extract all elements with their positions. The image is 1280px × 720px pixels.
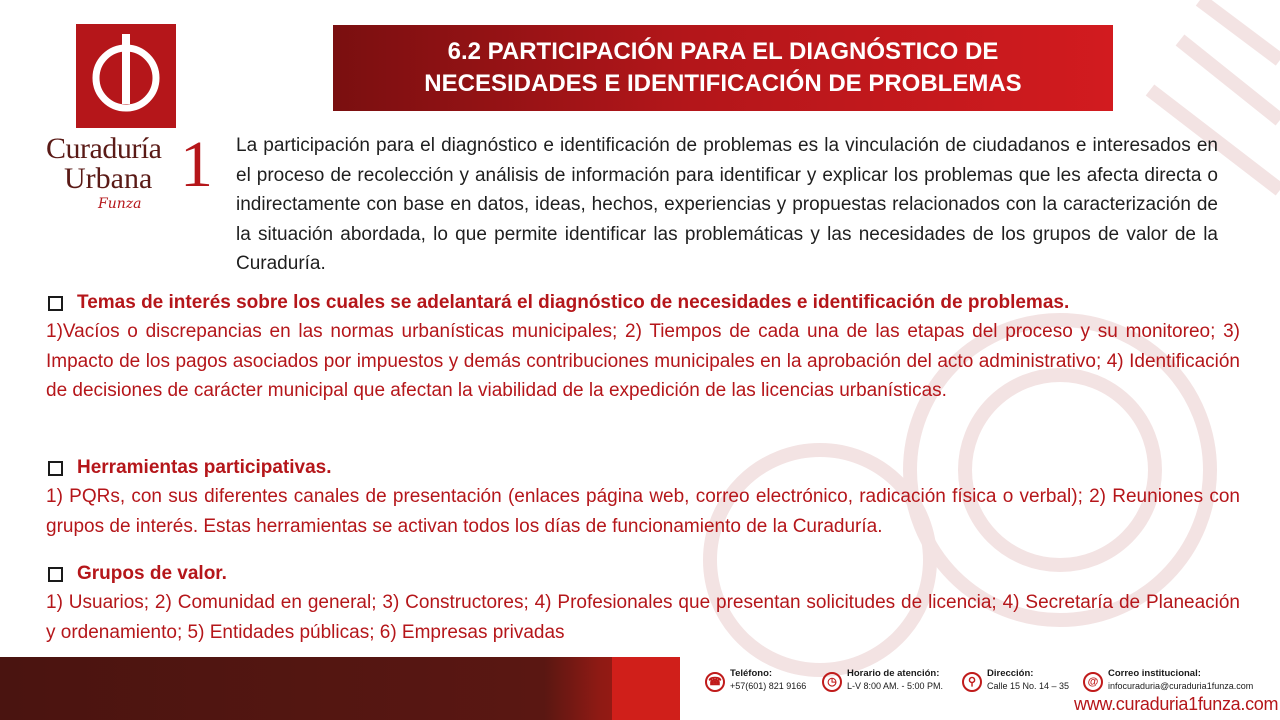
logo-text-curaduria: Curaduría (46, 132, 162, 165)
logo-text-urbana: Urbana (64, 162, 153, 195)
email-value[interactable]: infocuraduria@curaduria1funza.com (1108, 681, 1254, 691)
website-link[interactable]: www.curaduria1funza.com (1074, 694, 1279, 714)
location-pin-icon: ⚲ (962, 672, 982, 692)
hours-value: L-V 8:00 AM. - 5:00 PM. (847, 681, 944, 691)
footer-band (0, 657, 680, 720)
phone-icon: ☎ (705, 672, 725, 692)
section-heading (46, 560, 1240, 588)
hours-label: Horario de atención: (847, 668, 940, 679)
contact-phone (705, 668, 806, 692)
checkbox-bullet-icon (48, 567, 63, 582)
section-body: 1) Usuarios; 2) Comunidad en general; 3) Constructores; 4) Profesionales que presentan solicitudes de licencia; 4) Secretaría de Planeación y ordenamiento; 5) Entidades públicas; 6) Empresas privadas (46, 592, 1240, 643)
section-herramientas-participativas (46, 454, 1240, 541)
curaduria-logo (46, 24, 216, 220)
phone-value: +57(601) 821 9166 (730, 681, 807, 691)
logo-number: 1 (180, 128, 213, 201)
section-heading-text: Herramientas participativas. (77, 457, 332, 478)
title-banner (333, 25, 1113, 111)
section-heading-text: Temas de interés sobre los cuales se adelantará el diagnóstico de necesidades e identificación de problemas. (77, 292, 1070, 313)
email-label: Correo institucional: (1108, 668, 1201, 679)
contact-email (1083, 668, 1253, 692)
logo-script-funza: Funza (98, 196, 142, 212)
checkbox-bullet-icon (48, 296, 63, 311)
page-title-line-1: 6.2 PARTICIPACIÓN PARA EL DIAGNÓSTICO DE (447, 38, 999, 65)
logo-emblem-icon (76, 24, 176, 128)
at-sign-icon: @ (1083, 672, 1103, 692)
intro-paragraph: La participación para el diagnóstico e identificación de problemas es la vinculación de ciudadanos e interesados en el proceso de recolección y análisis de información para identificar y explicar los problemas que les afecta directa o indirectamente con base en datos, ideas, hechos, experiencias y propuestas relacionados con la caracterización de la situación abordada, lo que permite identificar las problemáticas y las necesidades de los grupos de valor de la Curaduría. (236, 135, 1218, 274)
checkbox-bullet-icon (48, 461, 63, 476)
phone-label: Teléfono: (730, 668, 773, 679)
section-body: 1) PQRs, con sus diferentes canales de presentación (enlaces página web, correo electrónico, radicación física o verbal); 2) Reuniones con grupos de interés. Estas herramientas se activan todos los días de funcionamiento de la Curaduría. (46, 486, 1240, 537)
section-grupos-de-valor (46, 560, 1240, 647)
footer-stripe (612, 657, 680, 720)
section-body: 1)Vacíos o discrepancias en las normas urbanísticas municipales; 2) Tiempos de cada una de las etapas del proceso y su monitoreo; 3) Impacto de los pagos asociados por impuestos y demás contribuciones municipales en la aprobación del acto administrativo; 4) Identificación de decisiones de carácter municipal que afectan la viabilidad de la expedición de las licencias urbanísticas. (46, 321, 1240, 401)
contact-hours (822, 668, 943, 692)
clock-icon: ◷ (822, 672, 842, 692)
section-heading (46, 289, 1240, 317)
contact-address (962, 668, 1069, 692)
page-title-line-2: NECESIDADES E IDENTIFICACIÓN DE PROBLEMAS (424, 70, 1022, 97)
section-heading-text: Grupos de valor. (77, 563, 227, 584)
address-label: Dirección: (987, 668, 1034, 679)
logo-emblem (76, 24, 176, 128)
section-temas-de-interes (46, 289, 1240, 406)
address-value: Calle 15 No. 14 – 35 (987, 681, 1070, 691)
section-heading (46, 454, 1240, 482)
